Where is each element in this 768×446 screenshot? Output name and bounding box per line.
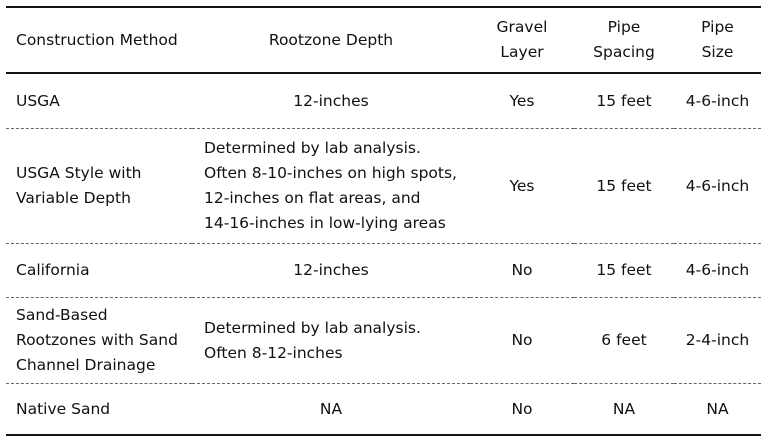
header-pipe-size xyxy=(674,7,761,73)
cell-pipe-size: 4-6-inch xyxy=(685,91,750,110)
cell-pipe-size: 4-6-inch xyxy=(685,176,750,195)
depth-line: NA xyxy=(319,399,343,418)
cell-gravel-layer: Yes xyxy=(509,176,535,195)
depth-line: 14-16-inches in low-lying areas xyxy=(204,214,446,232)
cell-rootzone-depth xyxy=(192,129,470,244)
cell-rootzone-depth xyxy=(192,298,470,384)
cell-construction-method xyxy=(6,244,192,298)
cell-rootzone-depth xyxy=(192,384,470,436)
cell-pipe-spacing: 15 feet xyxy=(596,91,652,110)
depth-line: Determined by lab analysis. xyxy=(204,139,421,157)
depth-line: Often 8-10-inches on high spots, xyxy=(204,164,457,182)
header-gravel-line-2: Layer xyxy=(500,43,544,61)
header-row xyxy=(6,7,761,73)
header-size-line-1: Pipe xyxy=(701,18,734,36)
depth-line: Determined by lab analysis. xyxy=(204,318,421,337)
cell-construction-method xyxy=(6,384,192,436)
depth-line: 12-inches on flat areas, and xyxy=(204,189,421,207)
table-row xyxy=(6,129,761,244)
construction-methods-table xyxy=(6,6,761,436)
cell-gravel-layer: No xyxy=(511,261,533,279)
method-line: USGA Style with xyxy=(16,164,142,182)
header-spacing-line-1: Pipe xyxy=(607,18,641,36)
depth-line: 12-inches xyxy=(293,261,369,279)
table-row xyxy=(6,298,761,384)
cell-pipe-size: 4-6-inch xyxy=(685,261,750,279)
cell-gravel-layer: Yes xyxy=(509,91,535,110)
header-gravel-layer xyxy=(470,7,574,73)
method-line: California xyxy=(16,261,90,279)
construction-methods-table-container xyxy=(6,6,761,436)
header-construction-method: Construction Method xyxy=(16,30,178,49)
method-line: Channel Drainage xyxy=(16,356,156,374)
header-gravel-line-1: Gravel xyxy=(496,18,548,36)
cell-construction-method xyxy=(6,298,192,384)
header-rootzone-depth: Rootzone Depth xyxy=(268,30,394,49)
cell-gravel-layer: No xyxy=(511,399,533,418)
method-line: Variable Depth xyxy=(16,189,131,207)
cell-pipe-spacing: 6 feet xyxy=(601,331,647,349)
table-row xyxy=(6,384,761,436)
cell-construction-method xyxy=(6,73,192,129)
table-body xyxy=(6,73,761,435)
header-size-line-2: Size xyxy=(701,43,734,61)
table-row xyxy=(6,244,761,298)
method-line: Rootzones with Sand xyxy=(16,331,178,349)
cell-rootzone-depth xyxy=(192,244,470,298)
table-header xyxy=(6,7,761,73)
method-line: Native Sand xyxy=(16,399,111,418)
cell-construction-method xyxy=(6,129,192,244)
cell-rootzone-depth xyxy=(192,73,470,129)
cell-pipe-spacing: 15 feet xyxy=(596,176,652,195)
depth-line: 12-inches xyxy=(293,91,369,110)
cell-pipe-size: 2-4-inch xyxy=(685,331,750,349)
cell-pipe-spacing: NA xyxy=(612,399,636,418)
table-row xyxy=(6,73,761,129)
header-pipe-spacing xyxy=(574,7,674,73)
method-line: Sand-Based xyxy=(16,306,108,324)
cell-gravel-layer: No xyxy=(511,331,533,349)
header-spacing-line-2: Spacing xyxy=(593,43,655,61)
cell-pipe-spacing: 15 feet xyxy=(596,261,652,279)
depth-line: Often 8-12-inches xyxy=(204,343,343,362)
method-line: USGA xyxy=(16,91,60,110)
cell-pipe-size: NA xyxy=(706,399,729,418)
